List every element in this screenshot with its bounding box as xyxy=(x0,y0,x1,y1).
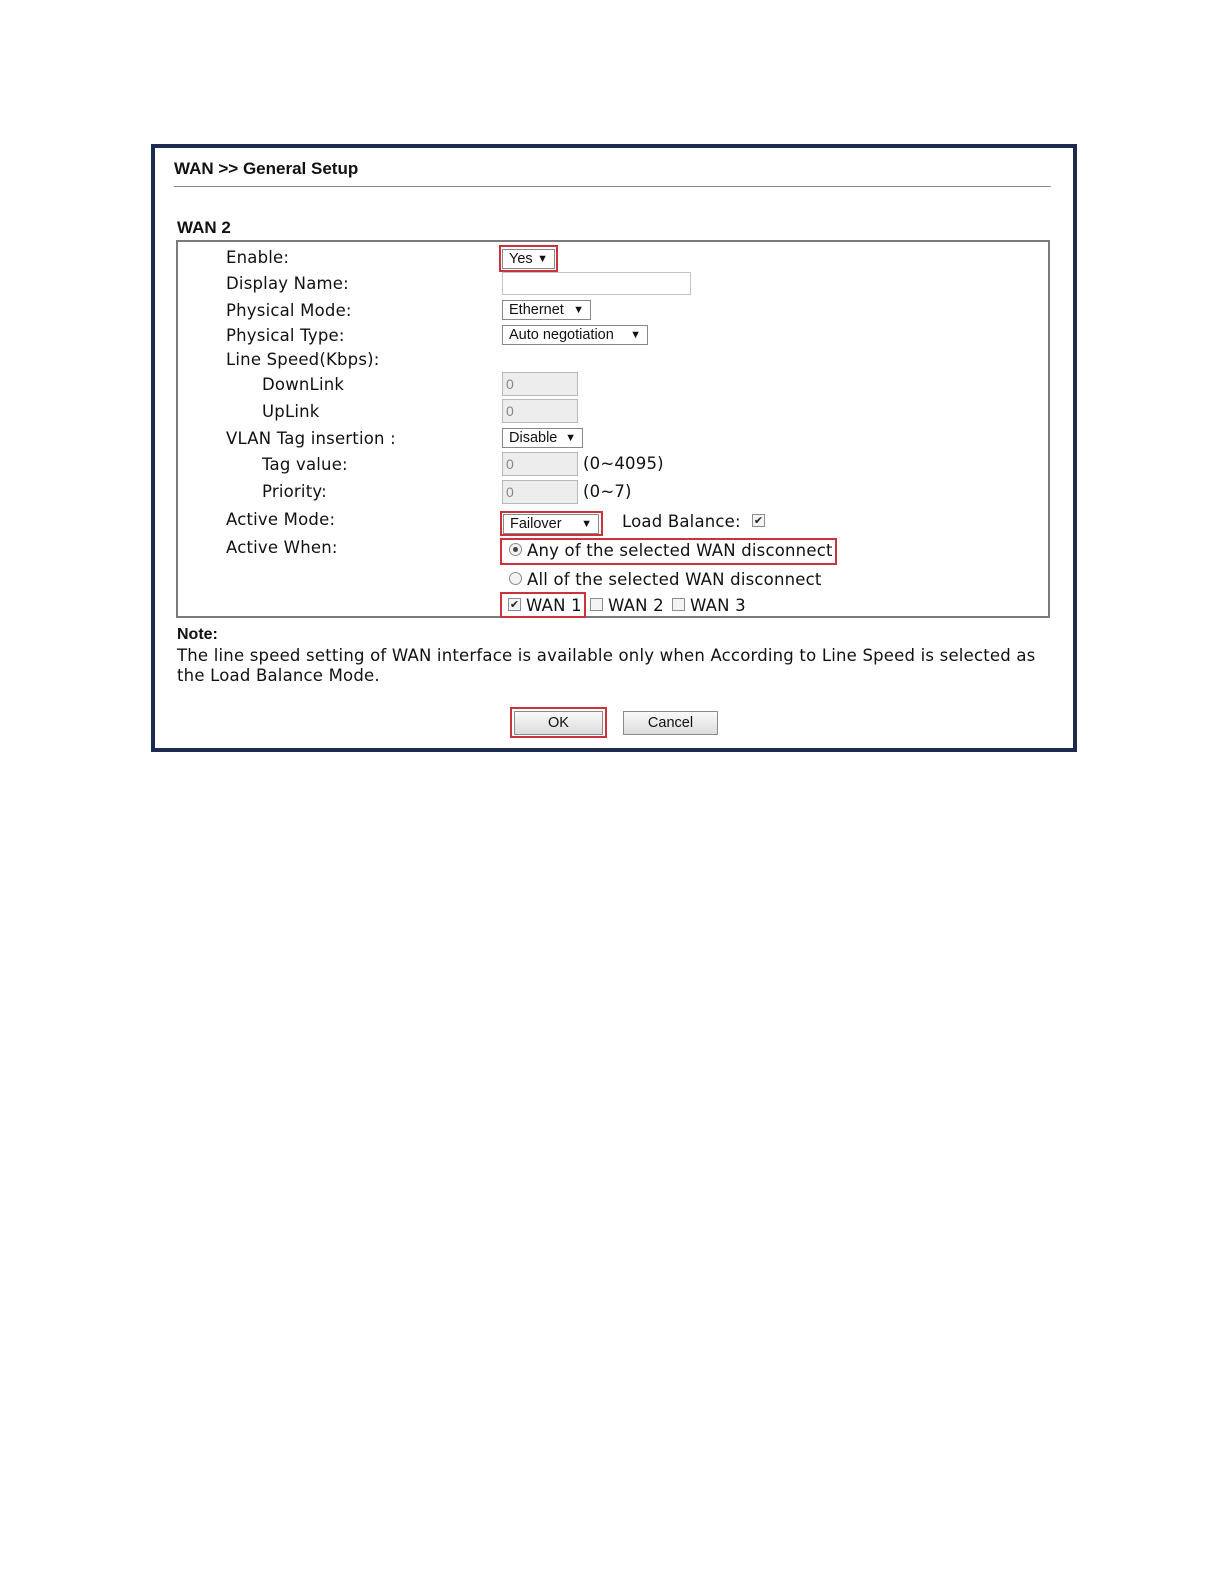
wan-general-setup-panel xyxy=(151,144,1077,752)
all-wan-disconnect-label: All of the selected WAN disconnect xyxy=(527,570,822,589)
load-balance-label: Load Balance: xyxy=(622,512,741,531)
cancel-button[interactable]: Cancel xyxy=(623,711,718,735)
wan3-checkbox[interactable] xyxy=(672,598,685,611)
line-speed-label: Line Speed(Kbps): xyxy=(226,350,380,369)
note-title: Note: xyxy=(177,626,218,643)
physical-mode-value: Ethernet xyxy=(509,302,564,318)
vlan-tag-value: Disable xyxy=(509,430,558,446)
active-mode-label: Active Mode: xyxy=(226,510,336,529)
chevron-down-icon: ▼ xyxy=(581,518,592,530)
ok-button[interactable]: OK xyxy=(514,711,603,735)
display-name-input[interactable] xyxy=(502,272,691,295)
downlink-input: 0 xyxy=(502,372,578,396)
enable-label: Enable: xyxy=(226,248,290,267)
uplink-label: UpLink xyxy=(262,402,320,421)
priority-input: 0 xyxy=(502,480,578,504)
wan2-label: WAN 2 xyxy=(608,596,664,615)
tag-value-input: 0 xyxy=(502,452,578,476)
physical-type-select[interactable] xyxy=(502,325,648,345)
chevron-down-icon: ▼ xyxy=(573,304,584,316)
tag-value-label: Tag value: xyxy=(262,455,348,474)
enable-highlight xyxy=(499,245,558,272)
wan1-highlight xyxy=(500,592,586,618)
physical-mode-label: Physical Mode: xyxy=(226,301,352,320)
wan3-label: WAN 3 xyxy=(690,596,746,615)
check-icon: ✔ xyxy=(753,514,764,527)
note-text: The line speed setting of WAN interface is available only when According to Line Speed is selected as the Load Balance Mode. xyxy=(177,646,1036,685)
chevron-down-icon: ▼ xyxy=(565,432,576,444)
physical-mode-select[interactable] xyxy=(502,300,591,320)
display-name-label: Display Name: xyxy=(226,274,349,293)
any-wan-highlight xyxy=(500,538,837,565)
active-when-label: Active When: xyxy=(226,538,338,557)
page-title: WAN >> General Setup xyxy=(174,159,359,178)
active-mode-value: Failover xyxy=(510,516,562,532)
wan2-settings-box xyxy=(176,240,1050,618)
chevron-down-icon: ▼ xyxy=(630,329,641,341)
check-icon: ✔ xyxy=(509,598,520,611)
title-divider xyxy=(174,186,1051,187)
enable-value: Yes xyxy=(509,251,533,267)
all-wan-disconnect-radio[interactable] xyxy=(509,572,522,585)
tag-value-range: (0~4095) xyxy=(583,454,664,473)
section-title: WAN 2 xyxy=(177,218,231,237)
physical-type-label: Physical Type: xyxy=(226,326,345,345)
vlan-tag-label: VLAN Tag insertion : xyxy=(226,429,396,448)
any-wan-disconnect-label: Any of the selected WAN disconnect xyxy=(527,541,833,560)
physical-type-value: Auto negotiation xyxy=(509,327,614,343)
priority-label: Priority: xyxy=(262,482,327,501)
chevron-down-icon: ▼ xyxy=(537,253,548,265)
priority-range: (0~7) xyxy=(583,482,632,501)
load-balance-checkbox[interactable] xyxy=(752,514,765,527)
wan2-checkbox[interactable] xyxy=(590,598,603,611)
wan1-label: WAN 1 xyxy=(526,596,582,615)
uplink-input: 0 xyxy=(502,399,578,423)
downlink-label: DownLink xyxy=(262,375,345,394)
ok-highlight xyxy=(510,707,607,738)
vlan-tag-select[interactable] xyxy=(502,428,583,448)
active-mode-highlight xyxy=(500,511,603,536)
